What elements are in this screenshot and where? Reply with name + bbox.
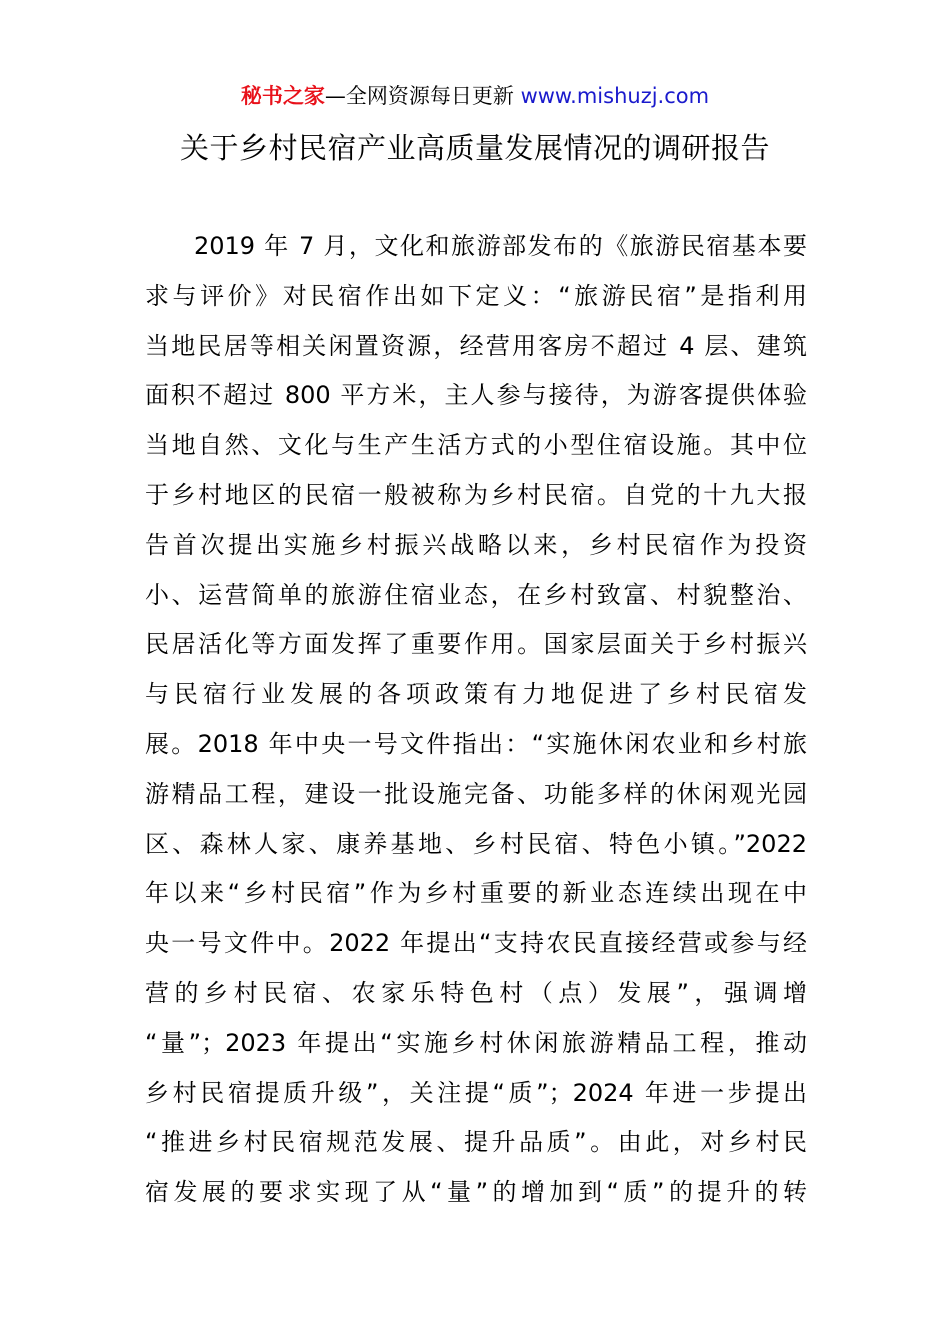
- site-header: [0, 80, 950, 112]
- paragraph-line: 年以来“乡村民宿”作为乡村重要的新业态连续出现在中: [145, 879, 807, 908]
- paragraph-line: “推进乡村民宿规范发展、提升品质”。由此，对乡村民: [145, 1128, 807, 1157]
- paragraph-line: 告首次提出实施乡村振兴战略以来，乡村民宿作为投资: [145, 530, 807, 559]
- paragraph-line: 央一号文件中。2022 年提出“支持农民直接经营或参与经: [145, 929, 807, 958]
- paragraph-line: 游精品工程，建设一批设施完备、功能多样的休闲观光园: [145, 779, 807, 808]
- paragraph-line: 于乡村地区的民宿一般被称为乡村民宿。自党的十九大报: [145, 480, 807, 509]
- paragraph-line: 民居活化等方面发挥了重要作用。国家层面关于乡村振兴: [145, 630, 807, 659]
- paragraph-line: 小、运营简单的旅游住宿业态，在乡村致富、村貌整治、: [145, 580, 807, 609]
- paragraph-line: 当地自然、文化与生产生活方式的小型住宿设施。其中位: [145, 431, 807, 460]
- document-body: [145, 222, 807, 1218]
- paragraph-line: 与民宿行业发展的各项政策有力地促进了乡村民宿发: [145, 680, 807, 709]
- paragraph-line: 区、森林人家、康养基地、乡村民宿、特色小镇。”2022: [145, 829, 807, 858]
- paragraph-line: 当地民居等相关闲置资源，经营用客房不超过 4 层、建筑: [145, 331, 807, 360]
- site-url-link[interactable]: www.mishuzj.com: [520, 84, 710, 108]
- document-title: 关于乡村民宿产业高质量发展情况的调研报告: [179, 131, 770, 165]
- paragraph-line: 乡村民宿提质升级”，关注提“质”；2024 年进一步提出: [145, 1078, 807, 1107]
- paragraph-line: 宿发展的要求实现了从“量”的增加到“质”的提升的转: [145, 1178, 807, 1207]
- paragraph-line: 展。2018 年中央一号文件指出：“实施休闲农业和乡村旅: [145, 729, 807, 758]
- paragraph-line: 营的乡村民宿、农家乐特色村（点）发展”，强调增: [145, 978, 807, 1007]
- paragraph-line: 面积不超过 800 平方米，主人参与接待，为游客提供体验: [145, 381, 807, 410]
- brand-name: 秘书之家: [240, 84, 325, 108]
- paragraph-line: 求与评价》对民宿作出如下定义：“旅游民宿”是指利用: [145, 281, 807, 310]
- paragraph-line: 2019 年 7 月，文化和旅游部发布的《旅游民宿基本要: [194, 232, 807, 260]
- site-tagline: —全网资源每日更新: [324, 84, 521, 108]
- paragraph-line: “量”；2023 年提出“实施乡村休闲旅游精品工程，推动: [145, 1028, 807, 1057]
